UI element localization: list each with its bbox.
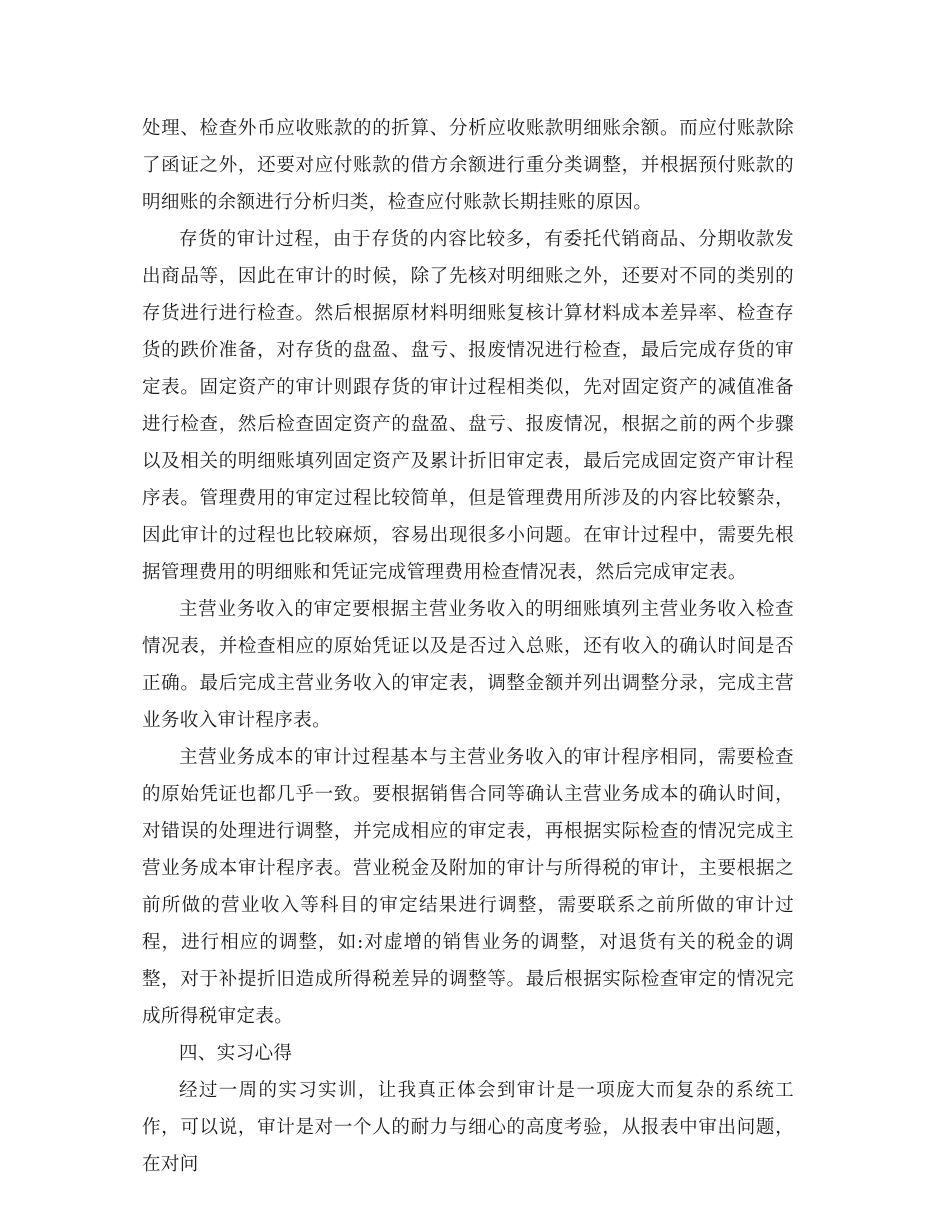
section-heading-internship-insights: 四、实习心得 — [179, 1043, 293, 1064]
paragraph-insights: 经过一周的实习实训，让我真正体会到审计是一项庞大而复杂的系统工作，可以说，审计是对一个人的耐力与细心的高度考验，从报表中审出问题，在对问 — [142, 1080, 794, 1175]
paragraph-receivables-payables: 处理、检查外币应收账款的的折算、分析应收账款明细账余额。而应付账款除了函证之外，还要对应付账款的借方余额进行重分类调整，并根据预付账款的明细账的余额进行分析归类，检查应付账款长期挂账的原因。 — [142, 118, 794, 213]
document-body — [142, 110, 794, 1183]
paragraph-inventory-fixed-assets: 存货的审计过程，由于存货的内容比较多，有委托代销商品、分期收款发出商品等，因此在审计的时候，除了先核对明细账之外，还要对不同的类别的存货进行进行检查。然后根据原材料明细账复核计算材料成本差异率、检查存货的跌价准备，对存货的盘盈、盘亏、报废情况进行检查，最后完成存货的审定表。固定资产的审计则跟存货的审计过程相类似，先对固定资产的减值准备进行检查，然后检查固定资产的盘盈、盘亏、报废情况，根据之前的两个步骤以及相关的明细账填列固定资产及累计折旧审定表，最后完成固定资产审计程序表。管理费用的审定过程比较简单，但是管理费用所涉及的内容比较繁杂，因此审计的过程也比较麻烦，容易出现很多小问题。在审计过程中，需要先根据管理费用的明细账和凭证完成管理费用检查情况表，然后完成审定表。 — [142, 229, 794, 583]
paragraph-main-revenue: 主营业务收入的审定要根据主营业务收入的明细账填列主营业务收入检查情况表，并检查相应的原始凭证以及是否过入总账，还有收入的确认时间是否正确。最后完成主营业务收入的审定表，调整金额并列出调整分录，完成主营业务收入审计程序表。 — [142, 599, 794, 731]
paragraph-main-cost: 主营业务成本的审计过程基本与主营业务收入的审计程序相同，需要检查的原始凭证也都几乎一致。要根据销售合同等确认主营业务成本的确认时间，对错误的处理进行调整，并完成相应的审定表，再根据实际检查的情况完成主营业务成本审计程序表。营业税金及附加的审计与所得税的审计，主要根据之前所做的营业收入等科目的审定结果进行调整，需要联系之前所做的审计过程，进行相应的调整，如:对虚增的销售业务的调整，对退货有关的税金的调整，对于补提折旧造成所得税差异的调整等。最后根据实际检查审定的情况完成所得税审定表。 — [142, 747, 794, 1027]
